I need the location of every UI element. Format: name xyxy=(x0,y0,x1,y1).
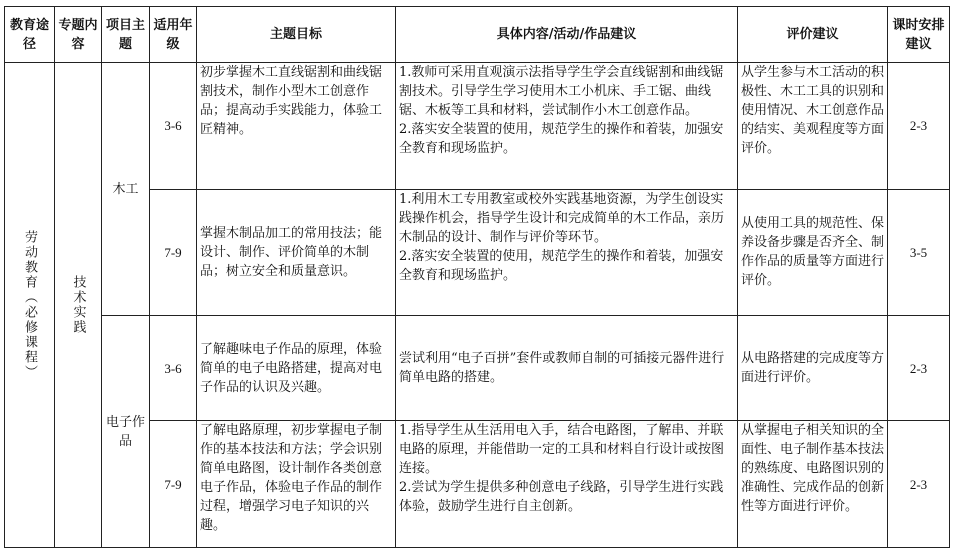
goal-cell: 了解电路原理，初步掌握电子制作的基本技法和方法；学会识别简单电路图，设计制作各类创意电子作品，体验电子作品的制作过程，增强学习电子知识的兴趣。 xyxy=(197,421,396,548)
grade-cell: 7-9 xyxy=(150,421,197,548)
hours-cell: 2-3 xyxy=(888,421,950,548)
goal-cell: 初步掌握木工直线锯割和曲线锯割技术，制作小型木工创意作品；提高动手实践能力，体验工匠精神。 xyxy=(197,63,396,190)
content-item: 2.落实安全装置的使用，规范学生的操作和着装，加强安全教育和现场监护。 xyxy=(399,248,724,283)
table-row xyxy=(5,316,950,421)
header-topic: 专题内容 xyxy=(55,7,102,63)
header-row xyxy=(5,7,950,63)
header-eval: 评价建议 xyxy=(738,7,888,63)
header-content: 具体内容/活动/作品建议 xyxy=(396,7,738,63)
header-grade: 适用年级 xyxy=(150,7,197,63)
path-text: 劳动教育（必修课程） xyxy=(22,230,37,380)
content-item: 2.尝试为学生提供多种创意电子线路，引导学生进行实践体验，鼓励学生进行自主创新。 xyxy=(399,480,724,515)
header-goal: 主题目标 xyxy=(197,7,396,63)
hours-cell: 2-3 xyxy=(888,63,950,190)
path-cell xyxy=(5,63,55,548)
theme-cell: 木工 xyxy=(102,63,150,316)
content-item: 2.落实安全装置的使用，规范学生的操作和着装，加强安全教育和现场监护。 xyxy=(399,122,724,156)
eval-cell: 从掌握电子相关知识的全面性、电子制作基本技法的熟练度、电路图识别的准确性、完成作品的创新性等方面进行评价。 xyxy=(738,421,888,548)
topic-text: 技术实践 xyxy=(70,275,86,335)
curriculum-table xyxy=(4,6,950,548)
content-item: 尝试利用“电子百拼”套件或教师自制的可插接元器件进行简单电路的搭建。 xyxy=(399,351,725,386)
topic-cell xyxy=(55,63,102,548)
header-theme: 项目主题 xyxy=(102,7,150,63)
content-item: 1.指导学生从生活用电入手，结合电路图，了解串、并联电路的原理，并能借助一定的工具和材料自行设计或按图连接。 xyxy=(399,423,725,477)
grade-cell: 3-6 xyxy=(150,316,197,421)
content-cell xyxy=(396,189,738,316)
grade-cell: 3-6 xyxy=(150,63,197,190)
grade-cell: 7-9 xyxy=(150,189,197,316)
table-row xyxy=(5,63,950,190)
eval-cell: 从学生参与木工活动的积极性、木工工具的识别和使用情况、木工创意作品的结实、美观程度等方面评价。 xyxy=(738,63,888,190)
goal-cell: 掌握木制品加工的常用技法；能设计、制作、评价简单的木制品；树立安全和质量意识。 xyxy=(197,189,396,316)
theme-cell: 电子作品 xyxy=(102,316,150,548)
content-item: 1.利用木工专用教室或校外实践基地资源，为学生创设实践操作机会，指导学生设计和完成简单的木工作品，亲历木制品的设计、制作与评价等环节。 xyxy=(399,191,725,245)
eval-cell: 从电路搭建的完成度等方面进行评价。 xyxy=(738,316,888,421)
content-cell xyxy=(396,421,738,548)
content-cell xyxy=(396,63,738,190)
header-hours: 课时安排建议 xyxy=(888,7,950,63)
hours-cell: 3-5 xyxy=(888,189,950,316)
goal-cell: 了解趣味电子作品的原理，体验简单的电子电路搭建，提高对电子作品的认识及兴趣。 xyxy=(197,316,396,421)
content-item: 1.教师可采用直观演示法指导学生学会直线锯割和曲线锯割技术。引导学生学习使用木工小机床、手工锯、曲线锯、木板等工具和材料，尝试制作小木工创意作品。 xyxy=(399,65,724,118)
content-cell xyxy=(396,316,738,421)
eval-cell: 从使用工具的规范性、保养设备步骤是否齐全、制作作品的质量等方面进行评价。 xyxy=(738,189,888,316)
header-path: 教育途径 xyxy=(5,7,55,63)
hours-cell: 2-3 xyxy=(888,316,950,421)
